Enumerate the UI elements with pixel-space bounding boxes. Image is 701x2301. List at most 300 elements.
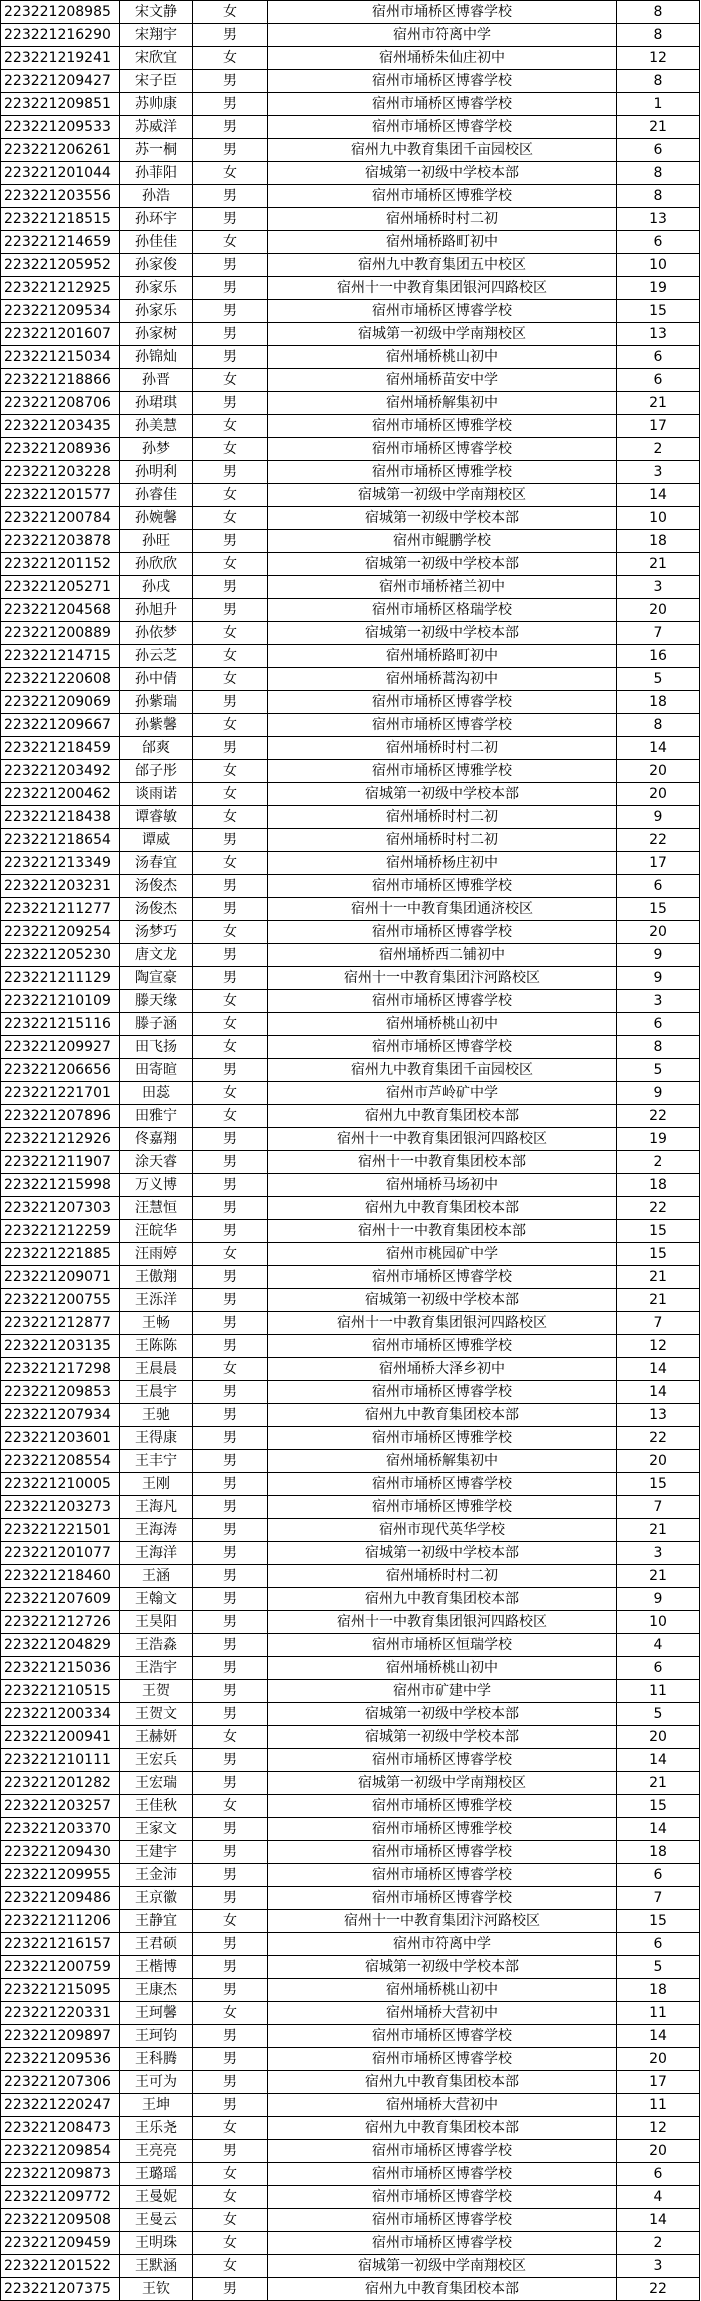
school-cell: 宿城第一初级中学校本部 [268, 1703, 617, 1726]
school-cell: 宿州九中教育集团校本部 [268, 1105, 617, 1128]
student-id-cell: 223221206261 [1, 139, 120, 162]
student-name-cell: 王坤 [120, 2094, 193, 2117]
school-cell: 宿州市桃园矿中学 [268, 1243, 617, 1266]
student-id-cell: 223221218654 [1, 829, 120, 852]
school-cell: 宿州十一中教育集团银河四路校区 [268, 1312, 617, 1335]
number-cell: 7 [617, 1312, 700, 1335]
table-row [1, 1910, 700, 1933]
student-id-cell: 223221209667 [1, 714, 120, 737]
student-id-cell: 223221215095 [1, 1979, 120, 2002]
gender-cell: 男 [193, 185, 268, 208]
student-name-cell: 田飞扬 [120, 1036, 193, 1059]
student-name-cell: 王君硕 [120, 1933, 193, 1956]
student-name-cell: 王家文 [120, 1818, 193, 1841]
number-cell: 14 [617, 1749, 700, 1772]
table-row [1, 484, 700, 507]
student-id-cell: 223221209897 [1, 2025, 120, 2048]
gender-cell: 男 [193, 300, 268, 323]
student-name-cell: 王陈陈 [120, 1335, 193, 1358]
school-cell: 宿城第一初级中学校本部 [268, 553, 617, 576]
student-name-cell: 涂天睿 [120, 1151, 193, 1174]
gender-cell: 男 [193, 875, 268, 898]
student-id-cell: 223221203273 [1, 1496, 120, 1519]
number-cell: 9 [617, 944, 700, 967]
table-row [1, 1795, 700, 1818]
gender-cell: 女 [193, 484, 268, 507]
school-cell: 宿州市埇桥区博睿学校 [268, 70, 617, 93]
student-name-cell: 王楷博 [120, 1956, 193, 1979]
table-row [1, 576, 700, 599]
table-row [1, 346, 700, 369]
gender-cell: 女 [193, 162, 268, 185]
student-id-cell: 223221213349 [1, 852, 120, 875]
student-name-cell: 孙旭升 [120, 599, 193, 622]
school-cell: 宿州市芦岭矿中学 [268, 1082, 617, 1105]
student-id-cell: 223221203556 [1, 185, 120, 208]
gender-cell: 男 [193, 1657, 268, 1680]
student-name-cell: 王曼妮 [120, 2186, 193, 2209]
student-id-cell: 223221208936 [1, 438, 120, 461]
gender-cell: 男 [193, 323, 268, 346]
table-row [1, 1151, 700, 1174]
student-id-cell: 223221209508 [1, 2209, 120, 2232]
school-cell: 宿州九中教育集团校本部 [268, 1197, 617, 1220]
gender-cell: 男 [193, 1381, 268, 1404]
table-row [1, 990, 700, 1013]
number-cell: 20 [617, 599, 700, 622]
number-cell: 11 [617, 2094, 700, 2117]
school-cell: 宿州市埇桥区博雅学校 [268, 760, 617, 783]
student-id-cell: 223221209536 [1, 2048, 120, 2071]
number-cell: 13 [617, 323, 700, 346]
table-row [1, 1082, 700, 1105]
gender-cell: 男 [193, 1519, 268, 1542]
table-row [1, 714, 700, 737]
gender-cell: 女 [193, 921, 268, 944]
student-id-cell: 223221203435 [1, 415, 120, 438]
school-cell: 宿城第一初级中学校本部 [268, 1289, 617, 1312]
student-name-cell: 王可为 [120, 2071, 193, 2094]
student-id-cell: 223221210111 [1, 1749, 120, 1772]
student-name-cell: 邰爽 [120, 737, 193, 760]
school-cell: 宿州市埇桥区博睿学校 [268, 921, 617, 944]
gender-cell: 男 [193, 1772, 268, 1795]
school-cell: 宿州九中教育集团千亩园校区 [268, 1059, 617, 1082]
school-cell: 宿州市埇桥区博睿学校 [268, 1266, 617, 1289]
student-id-cell: 223221205230 [1, 944, 120, 967]
number-cell: 12 [617, 47, 700, 70]
table-row [1, 1335, 700, 1358]
gender-cell: 男 [193, 1933, 268, 1956]
table-row [1, 898, 700, 921]
student-name-cell: 谈雨诺 [120, 783, 193, 806]
school-cell: 宿城第一初级中学南翔校区 [268, 323, 617, 346]
number-cell: 7 [617, 1496, 700, 1519]
student-name-cell: 王静宜 [120, 1910, 193, 1933]
student-name-cell: 谭睿敏 [120, 806, 193, 829]
student-name-cell: 佟嘉翔 [120, 1128, 193, 1151]
school-cell: 宿城第一初级中学校本部 [268, 783, 617, 806]
student-id-cell: 223221203492 [1, 760, 120, 783]
number-cell: 6 [617, 231, 700, 254]
school-cell: 宿州市埇桥区博雅学校 [268, 1427, 617, 1450]
number-cell: 21 [617, 116, 700, 139]
number-cell: 13 [617, 1404, 700, 1427]
school-cell: 宿州市埇桥区博睿学校 [268, 2048, 617, 2071]
number-cell: 20 [617, 760, 700, 783]
school-cell: 宿州市埇桥区博雅学校 [268, 1335, 617, 1358]
school-cell: 宿州市埇桥区博睿学校 [268, 116, 617, 139]
school-cell: 宿州埇桥西二铺初中 [268, 944, 617, 967]
gender-cell: 男 [193, 737, 268, 760]
student-id-cell: 223221216290 [1, 24, 120, 47]
school-cell: 宿州埇桥朱仙庄初中 [268, 47, 617, 70]
student-name-cell: 王默涵 [120, 2255, 193, 2278]
school-cell: 宿州市埇桥区博睿学校 [268, 2186, 617, 2209]
student-name-cell: 王畅 [120, 1312, 193, 1335]
table-row [1, 24, 700, 47]
gender-cell: 女 [193, 806, 268, 829]
student-id-cell: 223221200334 [1, 1703, 120, 1726]
student-name-cell: 田寄暄 [120, 1059, 193, 1082]
student-id-cell: 223221221885 [1, 1243, 120, 1266]
school-cell: 宿州市埇桥区博睿学校 [268, 1, 617, 24]
student-name-cell: 孙梦 [120, 438, 193, 461]
student-name-cell: 孙旺 [120, 530, 193, 553]
student-name-cell: 汤俊杰 [120, 898, 193, 921]
school-cell: 宿州市埇桥区博睿学校 [268, 93, 617, 116]
student-name-cell: 孙中倩 [120, 668, 193, 691]
student-id-cell: 223221211907 [1, 1151, 120, 1174]
table-row [1, 1105, 700, 1128]
student-id-cell: 223221212925 [1, 277, 120, 300]
student-id-cell: 223221215116 [1, 1013, 120, 1036]
number-cell: 9 [617, 806, 700, 829]
school-cell: 宿州市埇桥区博睿学校 [268, 300, 617, 323]
gender-cell: 男 [193, 1542, 268, 1565]
gender-cell: 男 [193, 1427, 268, 1450]
table-row [1, 2071, 700, 2094]
number-cell: 6 [617, 1864, 700, 1887]
student-id-cell: 223221217298 [1, 1358, 120, 1381]
student-id-cell: 223221203135 [1, 1335, 120, 1358]
student-name-cell: 王晨晨 [120, 1358, 193, 1381]
gender-cell: 女 [193, 645, 268, 668]
number-cell: 11 [617, 2002, 700, 2025]
gender-cell: 男 [193, 1841, 268, 1864]
student-id-cell: 223221203878 [1, 530, 120, 553]
gender-cell: 女 [193, 2186, 268, 2209]
gender-cell: 女 [193, 668, 268, 691]
school-cell: 宿州埇桥马场初中 [268, 1174, 617, 1197]
student-name-cell: 王曼云 [120, 2209, 193, 2232]
number-cell: 6 [617, 369, 700, 392]
student-id-cell: 223221220247 [1, 2094, 120, 2117]
gender-cell: 女 [193, 1358, 268, 1381]
number-cell: 6 [617, 1657, 700, 1680]
number-cell: 14 [617, 2209, 700, 2232]
table-row [1, 2186, 700, 2209]
student-id-cell: 223221210109 [1, 990, 120, 1013]
gender-cell: 女 [193, 415, 268, 438]
gender-cell: 男 [193, 1404, 268, 1427]
school-cell: 宿州埇桥桃山初中 [268, 1013, 617, 1036]
number-cell: 9 [617, 1588, 700, 1611]
table-row [1, 1427, 700, 1450]
student-name-cell: 宋子臣 [120, 70, 193, 93]
number-cell: 18 [617, 1841, 700, 1864]
student-name-cell: 苏一桐 [120, 139, 193, 162]
number-cell: 22 [617, 1427, 700, 1450]
student-id-cell: 223221209459 [1, 2232, 120, 2255]
student-name-cell: 汤梦巧 [120, 921, 193, 944]
student-name-cell: 王璐瑶 [120, 2163, 193, 2186]
table-row [1, 622, 700, 645]
student-id-cell: 223221209851 [1, 93, 120, 116]
student-id-cell: 223221209772 [1, 2186, 120, 2209]
student-id-cell: 223221209873 [1, 2163, 120, 2186]
gender-cell: 女 [193, 783, 268, 806]
gender-cell: 男 [193, 2025, 268, 2048]
table-row [1, 1841, 700, 1864]
student-id-cell: 223221207609 [1, 1588, 120, 1611]
table-row [1, 2255, 700, 2278]
school-cell: 宿州市埇桥区博睿学校 [268, 714, 617, 737]
student-id-cell: 223221208554 [1, 1450, 120, 1473]
student-id-cell: 223221215036 [1, 1657, 120, 1680]
student-id-cell: 223221209486 [1, 1887, 120, 1910]
school-cell: 宿州埇桥时村二初 [268, 737, 617, 760]
student-id-cell: 223221200889 [1, 622, 120, 645]
school-cell: 宿州市埇桥区博睿学校 [268, 691, 617, 714]
number-cell: 17 [617, 2071, 700, 2094]
gender-cell: 男 [193, 1496, 268, 1519]
table-row [1, 47, 700, 70]
table-row [1, 1634, 700, 1657]
gender-cell: 男 [193, 254, 268, 277]
table-row [1, 323, 700, 346]
student-id-cell: 223221211206 [1, 1910, 120, 1933]
school-cell: 宿州埇桥时村二初 [268, 806, 617, 829]
student-name-cell: 孙紫瑞 [120, 691, 193, 714]
student-id-cell: 223221200784 [1, 507, 120, 530]
student-name-cell: 孙欣欣 [120, 553, 193, 576]
student-name-cell: 王乐尧 [120, 2117, 193, 2140]
number-cell: 3 [617, 990, 700, 1013]
school-cell: 宿州埇桥桃山初中 [268, 346, 617, 369]
student-name-cell: 王浩淼 [120, 1634, 193, 1657]
student-name-cell: 王浩宇 [120, 1657, 193, 1680]
student-id-cell: 223221201152 [1, 553, 120, 576]
student-id-cell: 223221212877 [1, 1312, 120, 1335]
student-name-cell: 万义博 [120, 1174, 193, 1197]
number-cell: 3 [617, 1542, 700, 1565]
school-cell: 宿州埇桥路町初中 [268, 231, 617, 254]
school-cell: 宿州市矿建中学 [268, 1680, 617, 1703]
student-name-cell: 王赫妍 [120, 1726, 193, 1749]
student-id-cell: 223221203257 [1, 1795, 120, 1818]
table-row [1, 921, 700, 944]
table-row [1, 139, 700, 162]
number-cell: 20 [617, 783, 700, 806]
gender-cell: 男 [193, 2278, 268, 2301]
school-cell: 宿州市埇桥区博雅学校 [268, 1818, 617, 1841]
school-cell: 宿州市埇桥褚兰初中 [268, 576, 617, 599]
number-cell: 22 [617, 1197, 700, 1220]
school-cell: 宿州市埇桥区博雅学校 [268, 875, 617, 898]
school-cell: 宿州市埇桥区博睿学校 [268, 1473, 617, 1496]
student-id-cell: 223221215034 [1, 346, 120, 369]
student-name-cell: 王宏兵 [120, 1749, 193, 1772]
gender-cell: 女 [193, 852, 268, 875]
school-cell: 宿州市埇桥区博睿学校 [268, 990, 617, 1013]
table-row [1, 1266, 700, 1289]
number-cell: 22 [617, 2278, 700, 2301]
school-cell: 宿州市埇桥区博睿学校 [268, 1749, 617, 1772]
student-id-cell: 223221205952 [1, 254, 120, 277]
table-row [1, 553, 700, 576]
table-row [1, 530, 700, 553]
school-cell: 宿州十一中教育集团通济校区 [268, 898, 617, 921]
gender-cell: 男 [193, 116, 268, 139]
student-id-cell: 223221209534 [1, 300, 120, 323]
student-id-cell: 223221212726 [1, 1611, 120, 1634]
table-row [1, 2278, 700, 2301]
school-cell: 宿州市埇桥区恒瑞学校 [268, 1634, 617, 1657]
gender-cell: 男 [193, 1680, 268, 1703]
number-cell: 18 [617, 1979, 700, 2002]
gender-cell: 男 [193, 1151, 268, 1174]
table-row [1, 369, 700, 392]
student-name-cell: 王海涛 [120, 1519, 193, 1542]
school-cell: 宿州市埇桥区博雅学校 [268, 185, 617, 208]
student-id-cell: 223221206656 [1, 1059, 120, 1082]
number-cell: 15 [617, 300, 700, 323]
school-cell: 宿州十一中教育集团银河四路校区 [268, 1611, 617, 1634]
school-cell: 宿州十一中教育集团汴河路校区 [268, 1910, 617, 1933]
student-id-cell: 223221209254 [1, 921, 120, 944]
gender-cell: 男 [193, 346, 268, 369]
student-name-cell: 王佳秋 [120, 1795, 193, 1818]
school-cell: 宿州市埇桥区博睿学校 [268, 1036, 617, 1059]
student-id-cell: 223221214715 [1, 645, 120, 668]
table-row [1, 1128, 700, 1151]
gender-cell: 女 [193, 1013, 268, 1036]
number-cell: 16 [617, 645, 700, 668]
number-cell: 15 [617, 898, 700, 921]
table-row [1, 2140, 700, 2163]
gender-cell: 女 [193, 1, 268, 24]
student-id-cell: 223221203370 [1, 1818, 120, 1841]
school-cell: 宿州市符离中学 [268, 1933, 617, 1956]
number-cell: 7 [617, 1887, 700, 1910]
student-name-cell: 宋文静 [120, 1, 193, 24]
number-cell: 7 [617, 622, 700, 645]
gender-cell: 女 [193, 47, 268, 70]
student-id-cell: 223221201607 [1, 323, 120, 346]
school-cell: 宿州市埇桥区博睿学校 [268, 2140, 617, 2163]
number-cell: 20 [617, 2140, 700, 2163]
table-row [1, 691, 700, 714]
table-row [1, 116, 700, 139]
student-id-cell: 223221211129 [1, 967, 120, 990]
number-cell: 5 [617, 1059, 700, 1082]
table-row [1, 1565, 700, 1588]
gender-cell: 男 [193, 139, 268, 162]
student-name-cell: 王涵 [120, 1565, 193, 1588]
number-cell: 3 [617, 576, 700, 599]
number-cell: 18 [617, 1174, 700, 1197]
student-name-cell: 王建宇 [120, 1841, 193, 1864]
student-id-cell: 223221212926 [1, 1128, 120, 1151]
gender-cell: 男 [193, 1266, 268, 1289]
student-name-cell: 孙依梦 [120, 622, 193, 645]
number-cell: 3 [617, 461, 700, 484]
student-name-cell: 孙浩 [120, 185, 193, 208]
number-cell: 14 [617, 1818, 700, 1841]
gender-cell: 女 [193, 1910, 268, 1933]
school-cell: 宿城第一初级中学校本部 [268, 1956, 617, 1979]
table-row [1, 1312, 700, 1335]
school-cell: 宿城第一初级中学校本部 [268, 507, 617, 530]
gender-cell: 男 [193, 1818, 268, 1841]
student-id-cell: 223221201282 [1, 1772, 120, 1795]
table-row [1, 829, 700, 852]
number-cell: 9 [617, 1082, 700, 1105]
table-row [1, 944, 700, 967]
gender-cell: 男 [193, 208, 268, 231]
school-cell: 宿州埇桥解集初中 [268, 1450, 617, 1473]
student-name-cell: 汪皖华 [120, 1220, 193, 1243]
school-cell: 宿州市埇桥区博睿学校 [268, 1841, 617, 1864]
school-cell: 宿州市埇桥区博雅学校 [268, 461, 617, 484]
school-cell: 宿州十一中教育集团银河四路校区 [268, 1128, 617, 1151]
table-row [1, 1404, 700, 1427]
school-cell: 宿州九中教育集团校本部 [268, 2278, 617, 2301]
student-name-cell: 孙家乐 [120, 277, 193, 300]
table-row [1, 2163, 700, 2186]
table-row [1, 1197, 700, 1220]
student-name-cell: 孙美慧 [120, 415, 193, 438]
number-cell: 6 [617, 1933, 700, 1956]
number-cell: 21 [617, 553, 700, 576]
gender-cell: 男 [193, 93, 268, 116]
student-id-cell: 223221209533 [1, 116, 120, 139]
table-row [1, 185, 700, 208]
gender-cell: 男 [193, 277, 268, 300]
table-row [1, 415, 700, 438]
gender-cell: 男 [193, 70, 268, 93]
student-id-cell: 223221218460 [1, 1565, 120, 1588]
gender-cell: 女 [193, 231, 268, 254]
number-cell: 12 [617, 2117, 700, 2140]
gender-cell: 女 [193, 507, 268, 530]
student-id-cell: 223221221501 [1, 1519, 120, 1542]
student-id-cell: 223221201077 [1, 1542, 120, 1565]
student-id-cell: 223221208985 [1, 1, 120, 24]
table-row [1, 1726, 700, 1749]
table-row [1, 1174, 700, 1197]
gender-cell: 男 [193, 1289, 268, 1312]
student-name-cell: 王傲翔 [120, 1266, 193, 1289]
table-row [1, 1381, 700, 1404]
number-cell: 13 [617, 208, 700, 231]
student-id-cell: 223221200759 [1, 1956, 120, 1979]
student-name-cell: 孙珺琪 [120, 392, 193, 415]
student-name-cell: 王晨宇 [120, 1381, 193, 1404]
number-cell: 8 [617, 1, 700, 24]
student-name-cell: 孙佳佳 [120, 231, 193, 254]
